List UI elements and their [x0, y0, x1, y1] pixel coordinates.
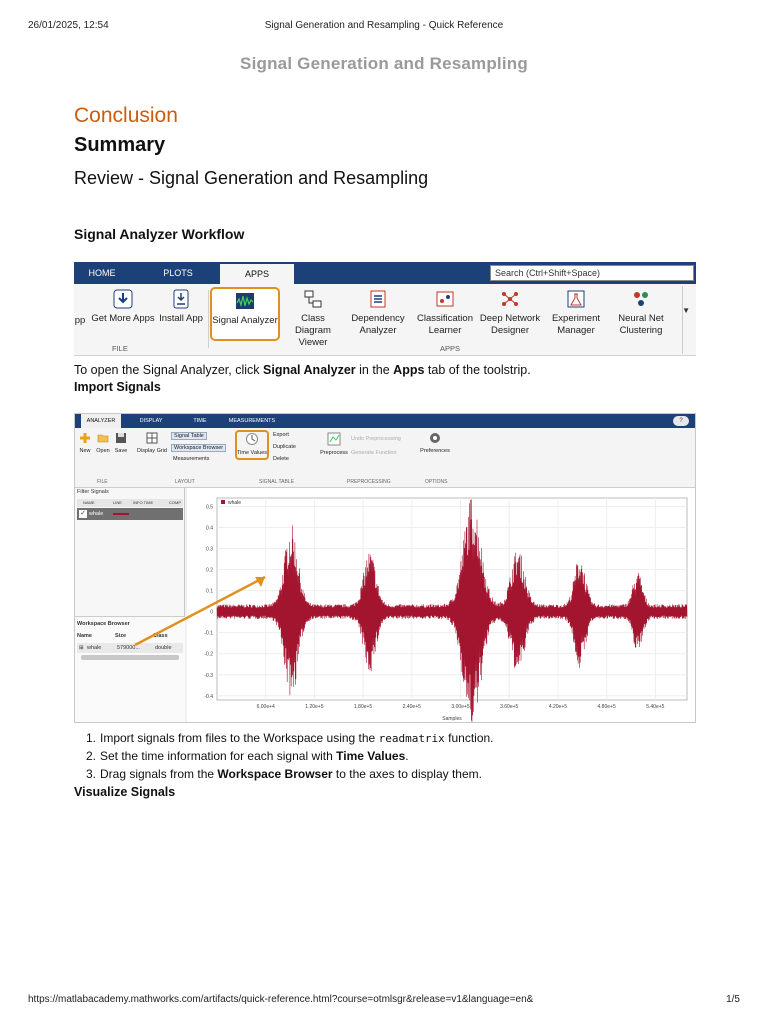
apps-emphasis: Apps [393, 363, 425, 377]
signal-name-cell: whale [89, 511, 104, 517]
folder-icon [95, 432, 111, 446]
dependency-label-2: Analyzer [359, 325, 397, 336]
neural-net-label-1: Neural Net [618, 313, 664, 324]
section-apps-label: APPS [440, 344, 461, 353]
document-title: Signal Generation and Resampling [240, 54, 528, 73]
partial-app-label: pp [74, 315, 86, 326]
plus-icon [77, 432, 93, 446]
signal-table-toggle[interactable]: Signal Table [171, 432, 207, 440]
heading-conclusion: Conclusion [74, 104, 178, 127]
x-tick-label: 2.40e+5 [402, 704, 421, 710]
section-preprocessing: PREPROCESSING [347, 479, 391, 485]
undo-preprocessing-button[interactable]: Undo Preprocessing [351, 436, 401, 442]
save-button[interactable]: Save [113, 432, 129, 454]
gear-icon [419, 432, 451, 446]
install-icon [171, 289, 191, 309]
heading-import-signals: Import Signals [74, 380, 161, 394]
heading-review: Review - Signal Generation and Resampling [74, 168, 429, 188]
x-tick-label: 3.60e+5 [500, 704, 519, 710]
table-row[interactable] [77, 508, 183, 520]
get-more-apps-button[interactable] [90, 289, 156, 345]
preprocess-button[interactable]: Preprocess [319, 432, 349, 456]
workspace-browser-title: Workspace Browser [77, 621, 130, 627]
signal-analyzer-emphasis: Signal Analyzer [263, 363, 356, 377]
y-tick-label: 0.3 [206, 546, 213, 553]
dependency-analyzer-app-button[interactable] [348, 289, 408, 345]
neural-net-label-2: Clustering [619, 325, 663, 336]
new-button[interactable]: New [77, 432, 93, 454]
y-tick-label: 0.5 [206, 504, 213, 511]
install-app-label: Install App [159, 313, 203, 324]
analyzer-tab-bar [75, 414, 695, 428]
workspace-browser-panel: Workspace Browser Name Size Class ⊞ whale 579000... double [75, 616, 185, 723]
heading-visualize-signals: Visualize Signals [74, 785, 176, 799]
help-icon[interactable]: ? [673, 416, 689, 426]
y-tick-label: -0.1 [204, 630, 213, 637]
readmatrix-code: readmatrix [378, 732, 445, 745]
tab-analyzer[interactable]: ANALYZER [81, 414, 121, 428]
workspace-browser-emphasis: Workspace Browser [217, 767, 333, 781]
experiment-manager-app-button[interactable] [546, 289, 606, 345]
class-diagram-icon [303, 289, 323, 309]
horizontal-scrollbar[interactable] [81, 655, 179, 660]
print-footer [28, 994, 740, 1008]
x-tick-label: 4.80e+5 [597, 704, 616, 710]
time-values-button[interactable]: Time Values [237, 432, 267, 456]
print-datetime: 26/01/2025, 12:54 [28, 20, 109, 31]
toolstrip-tab-bar [74, 262, 696, 284]
install-app-button[interactable] [158, 289, 204, 345]
neural-net-icon [631, 289, 651, 309]
get-more-apps-label: Get More Apps [91, 313, 155, 324]
import-steps-list [85, 730, 494, 784]
x-tick-label: 5.40e+5 [646, 704, 665, 710]
x-tick-label: 4.20e+5 [548, 704, 568, 710]
workspace-browser-toggle[interactable]: Workspace Browser [171, 444, 226, 452]
y-tick-label: 0 [210, 609, 213, 616]
export-button[interactable]: Export [273, 432, 289, 438]
signal-analyzer-label: Signal Analyzer [212, 315, 278, 326]
signal-analyzer-window [74, 413, 696, 723]
filter-signals-input[interactable]: Filter Signals [77, 489, 109, 495]
measurements-toggle[interactable]: Measurements [173, 456, 210, 462]
list-item: 1. Import signals from files to the Workspace using the readmatrix function. [85, 731, 494, 745]
y-tick-label: -0.4 [204, 693, 213, 700]
class-diagram-viewer-app-button[interactable] [282, 289, 344, 348]
list-item: 3. Drag signals from the Workspace Browser to the axes to display them. [85, 767, 482, 781]
section-file-label: FILE [112, 344, 128, 353]
neural-net-clustering-app-button[interactable] [612, 289, 670, 345]
deep-network-label-1: Deep Network [479, 313, 541, 324]
print-page-title: Signal Generation and Resampling - Quick Reference [264, 20, 504, 31]
classification-learner-app-button[interactable] [414, 289, 476, 345]
generate-function-button[interactable]: Generate Function [351, 450, 397, 456]
class-diagram-label-2: Viewer [298, 337, 328, 348]
toolstrip-search-input[interactable]: Search (Ctrl+Shift+Space) [490, 265, 694, 281]
dependency-icon [368, 289, 388, 309]
tab-measurements[interactable]: MEASUREMENTS [228, 418, 276, 424]
checkbox-checked-icon[interactable]: ✓ [80, 510, 86, 517]
section-signal-table: SIGNAL TABLE [259, 479, 294, 485]
y-tick-label: 0.2 [206, 567, 213, 574]
y-tick-label: 0.1 [206, 588, 213, 595]
workspace-row[interactable]: ⊞ whale 579000... double [77, 643, 183, 653]
variable-icon: ⊞ [79, 645, 84, 651]
open-instructions: To open the Signal Analyzer, click Signal Analyzer in the Apps tab of the toolstrip. [74, 363, 531, 377]
display-grid-button[interactable]: Display Grid [135, 432, 169, 454]
tab-plots[interactable]: PLOTS [163, 268, 193, 278]
grid-icon [135, 432, 169, 446]
x-tick-label: 1.20e+5 [305, 704, 324, 710]
class-diagram-label-1: Class Diagram [295, 313, 331, 336]
tab-display[interactable]: DISPLAY [139, 418, 163, 424]
tab-apps[interactable]: APPS [220, 262, 294, 284]
page-number: 1/5 [726, 994, 740, 1005]
duplicate-button[interactable]: Duplicate [273, 444, 296, 450]
experiment-label-1: Experiment [551, 313, 601, 324]
section-file: FILE [97, 479, 108, 485]
experiment-label-2: Manager [557, 325, 595, 336]
page-url: https://matlabacademy.mathworks.com/artifacts/quick-reference.html?course=otmlsgr&release=v1&language=en& [28, 994, 534, 1005]
signal-plot-area[interactable] [187, 488, 695, 723]
save-icon [113, 432, 129, 446]
dependency-label-1: Dependency [351, 313, 405, 324]
y-tick-label: -0.3 [204, 672, 213, 679]
list-item: 2. Set the time information for each signal with Time Values. [85, 749, 409, 763]
x-tick-label: 3.00e+5 [451, 704, 470, 710]
download-icon [113, 289, 133, 309]
section-options: OPTIONS [425, 479, 448, 485]
apps-gallery-scroll[interactable] [682, 286, 696, 354]
matlab-toolstrip [74, 262, 696, 356]
heading-summary: Summary [74, 134, 166, 156]
tab-time[interactable]: TIME [193, 418, 207, 424]
signal-analyzer-app-button[interactable] [210, 287, 280, 341]
open-button[interactable]: Open [95, 432, 111, 454]
legend-swatch [221, 500, 225, 504]
classification-label-1: Classification [417, 313, 473, 324]
time-values-highlight [235, 430, 269, 460]
print-header [28, 20, 740, 34]
waveform-chart [187, 488, 695, 723]
y-tick-label: -0.2 [204, 651, 213, 658]
preferences-button[interactable]: Preferences [419, 432, 451, 454]
chevron-down-icon[interactable]: ▼ [682, 306, 690, 315]
signal-analyzer-icon [235, 291, 255, 311]
y-tick-label: 0.4 [206, 525, 213, 532]
analyzer-toolstrip [75, 428, 695, 488]
preprocess-icon [319, 432, 349, 448]
section-layout: LAYOUT [175, 479, 195, 485]
classification-label-2: Learner [428, 325, 462, 336]
x-axis-label: Samples [442, 716, 462, 722]
deep-network-icon [500, 289, 520, 309]
heading-signal-analyzer-workflow: Signal Analyzer Workflow [74, 226, 245, 242]
deep-network-label-2: Designer [490, 325, 530, 336]
section-divider [208, 290, 209, 348]
x-tick-label: 6.00e+4 [256, 704, 275, 710]
tab-home[interactable]: HOME [88, 268, 116, 278]
signal-table-panel [75, 488, 185, 723]
x-tick-label: 1.80e+5 [354, 704, 373, 710]
classification-icon [435, 289, 455, 309]
delete-button[interactable]: Delete [273, 456, 289, 462]
signal-table-header: NAME LINE INFO TIME COMP [77, 499, 183, 507]
time-values-emphasis: Time Values [336, 749, 406, 763]
deep-network-designer-app-button[interactable] [478, 289, 542, 345]
experiment-icon [566, 289, 586, 309]
legend-label: whale [228, 500, 242, 506]
line-color-swatch [113, 513, 129, 515]
